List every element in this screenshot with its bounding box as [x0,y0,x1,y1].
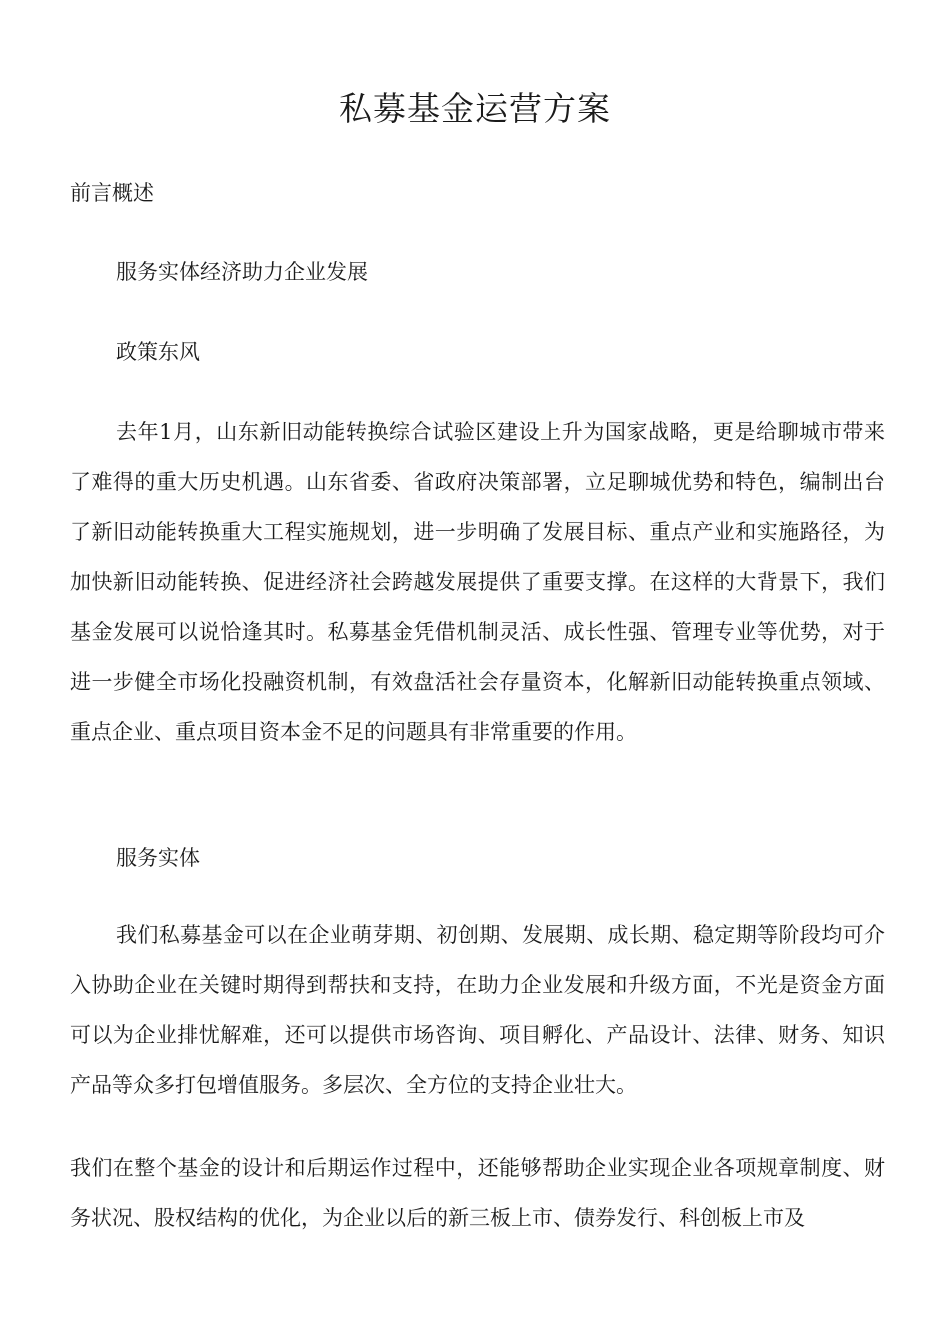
document-title: 私募基金运营方案 [339,89,611,128]
subtitle-policy: 政策东风 [116,340,200,364]
paragraph-fund-design: 我们在整个基金的设计和后期运作过程中，还能够帮助企业实现企业各项规章制度、财务状况、股权结构的优化，为企业以后的新三板上市、债券发行、科创板上市及 [70,1156,885,1230]
subtitle-serve-economy: 服务实体经济助力企业发展 [116,260,368,284]
paragraph-policy-background: 去年1月，山东新旧动能转换综合试验区建设上升为国家战略，更是给聊城市带来了难得的重大历史机遇。山东省委、省政府决策部署，立足聊城优势和特色，编制出台了新旧动能转换重大工程实施规划，进一步明确了发展目标、重点产业和实施路径，为加快新旧动能转换、促进经济社会跨越发展提供了重要支撑。在这样的大背景下，我们基金发展可以说恰逢其时。私募基金凭借机制灵活、成长性强、管理专业等优势，对于进一步健全市场化投融资机制，有效盘活社会存量资本，化解新旧动能转换重点领域、重点企业、重点项目资本金不足的问题具有非常重要的作用。 [70,420,885,744]
section-heading-intro: 前言概述 [70,181,154,205]
paragraph-serve-entity: 我们私募基金可以在企业萌芽期、初创期、发展期、成长期、稳定期等阶段均可介入协助企业在关键时期得到帮扶和支持，在助力企业发展和升级方面，不光是资金方面可以为企业排忧解难，还可以提供市场咨询、项目孵化、产品设计、法律、财务、知识产品等众多打包增值服务。多层次、全方位的支持企业壮大。 [70,923,885,1097]
subtitle-serve-entity: 服务实体 [116,846,200,870]
